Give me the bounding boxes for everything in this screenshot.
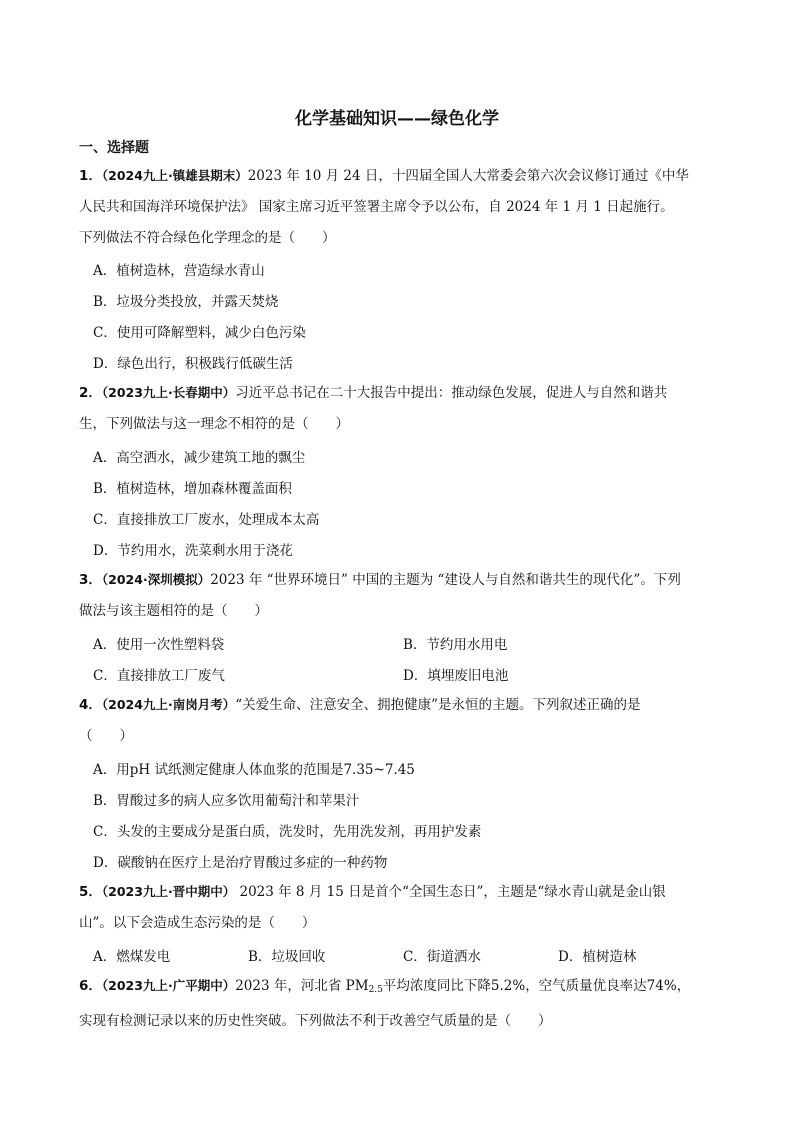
option-c: C．头发的主要成分是蛋白质，洗发时，先用洗发剂，再用护发素 (93, 824, 482, 840)
question-text: 下列做法不符合绿色化学理念的是（ ） (79, 230, 336, 246)
question-source: （2024·深圳模拟） (101, 572, 211, 587)
option-a: A．用pH 试纸测定健康人体血浆的范围是7.35~7.45 (93, 762, 415, 778)
question-4 (79, 689, 719, 752)
option-b: B．垃圾回收 (248, 949, 326, 965)
question-text: 习近平总书记在二十大报告中提出：推动绿色发展，促进人与自然和谐共 (235, 385, 668, 401)
option-c: C．使用可降解塑料，减少白色污染 (93, 325, 306, 341)
question-source: （2024九上·南岗月考） (101, 697, 236, 712)
question-text: 人民共和国海洋环境保护法》 国家主席习近平签署主席令予以公布，自 2024 年 1 月 1 日起施行。 (79, 199, 674, 215)
question-text: 实现有检测记录以来的历史性突破。下列做法不利于改善空气质量的是（ ） (79, 1013, 552, 1029)
question-1 (79, 160, 719, 254)
question-text: 平均浓度同比下降5.2%，空气质量优良率达74%， (382, 978, 691, 994)
option-d: D．节约用水，洗菜剩水用于浇花 (93, 543, 293, 559)
option-d: D．填埋废旧电池 (403, 668, 509, 684)
question-3 (79, 564, 719, 627)
option-a: A．燃煤发电 (93, 949, 171, 965)
question-text: “关爱生命、注意安全、拥抱健康”是永恒的主题。下列叙述正确的是 (235, 697, 641, 713)
option-c: C．直接排放工厂废水，处理成本太高 (93, 512, 320, 528)
option-c: C．街道洒水 (403, 949, 481, 965)
section-heading: 一、选择题 (79, 140, 149, 156)
question-text: （ ） (79, 728, 133, 744)
question-number: 6． (79, 978, 102, 994)
question-text: 山”。以下会造成生态污染的是（ ） (79, 915, 316, 931)
question-source: （2023九上·晋中期中） (101, 884, 236, 899)
option-b: B．垃圾分类投放，并露天焚烧 (93, 294, 279, 310)
question-text: 2023 年 “世界环境日” 中国的主题为 “建设人与自然和谐共生的现代化”。下列 (210, 572, 681, 588)
option-d: D．碳酸钠在医疗上是治疗胃酸过多症的一种药物 (93, 855, 388, 871)
question-6 (79, 970, 719, 1037)
option-d: D．绿色出行，积极践行低碳生活 (93, 356, 293, 372)
question-text: 生，下列做法与这一理念不相符的是（ ） (79, 416, 349, 432)
option-a: A．高空洒水，减少建筑工地的飘尘 (93, 450, 306, 466)
question-text: 2023 年 8 月 15 日是首个“全国生态日”，主题是“绿水青山就是金山银 (235, 884, 666, 900)
question-text: 2023 年 10 月 24 日，十四届全国人大常委会第六次会议修订通过《中华 (247, 168, 689, 184)
pm-subscript: 2.5 (368, 985, 383, 995)
question-text: 2023 年，河北省 PM (235, 978, 369, 994)
question-number: 2． (79, 385, 102, 401)
option-c: C．直接排放工厂废气 (93, 668, 225, 684)
question-number: 1． (79, 168, 102, 184)
option-b: B．植树造林，增加森林覆盖面积 (93, 481, 292, 497)
question-2 (79, 377, 719, 440)
option-b: B．胃酸过多的病人应多饮用葡萄汁和苹果汁 (93, 793, 360, 809)
question-5 (79, 876, 719, 939)
question-source: （2023九上·长春期中） (101, 385, 236, 400)
option-b: B．节约用水用电 (403, 637, 508, 653)
question-number: 5． (79, 884, 102, 900)
option-d: D．植树造林 (558, 949, 637, 965)
question-text: 做法与该主题相符的是（ ） (79, 603, 268, 619)
question-source: （2023九上·广平期中） (101, 978, 236, 993)
option-a: A．使用一次性塑料袋 (93, 637, 225, 653)
page-title: 化学基础知识——绿色化学 (295, 109, 499, 129)
question-source: （2024九上·镇雄县期末） (101, 168, 248, 183)
question-number: 3． (79, 572, 102, 588)
option-a: A．植树造林，营造绿水青山 (93, 263, 265, 279)
question-number: 4． (79, 697, 102, 713)
